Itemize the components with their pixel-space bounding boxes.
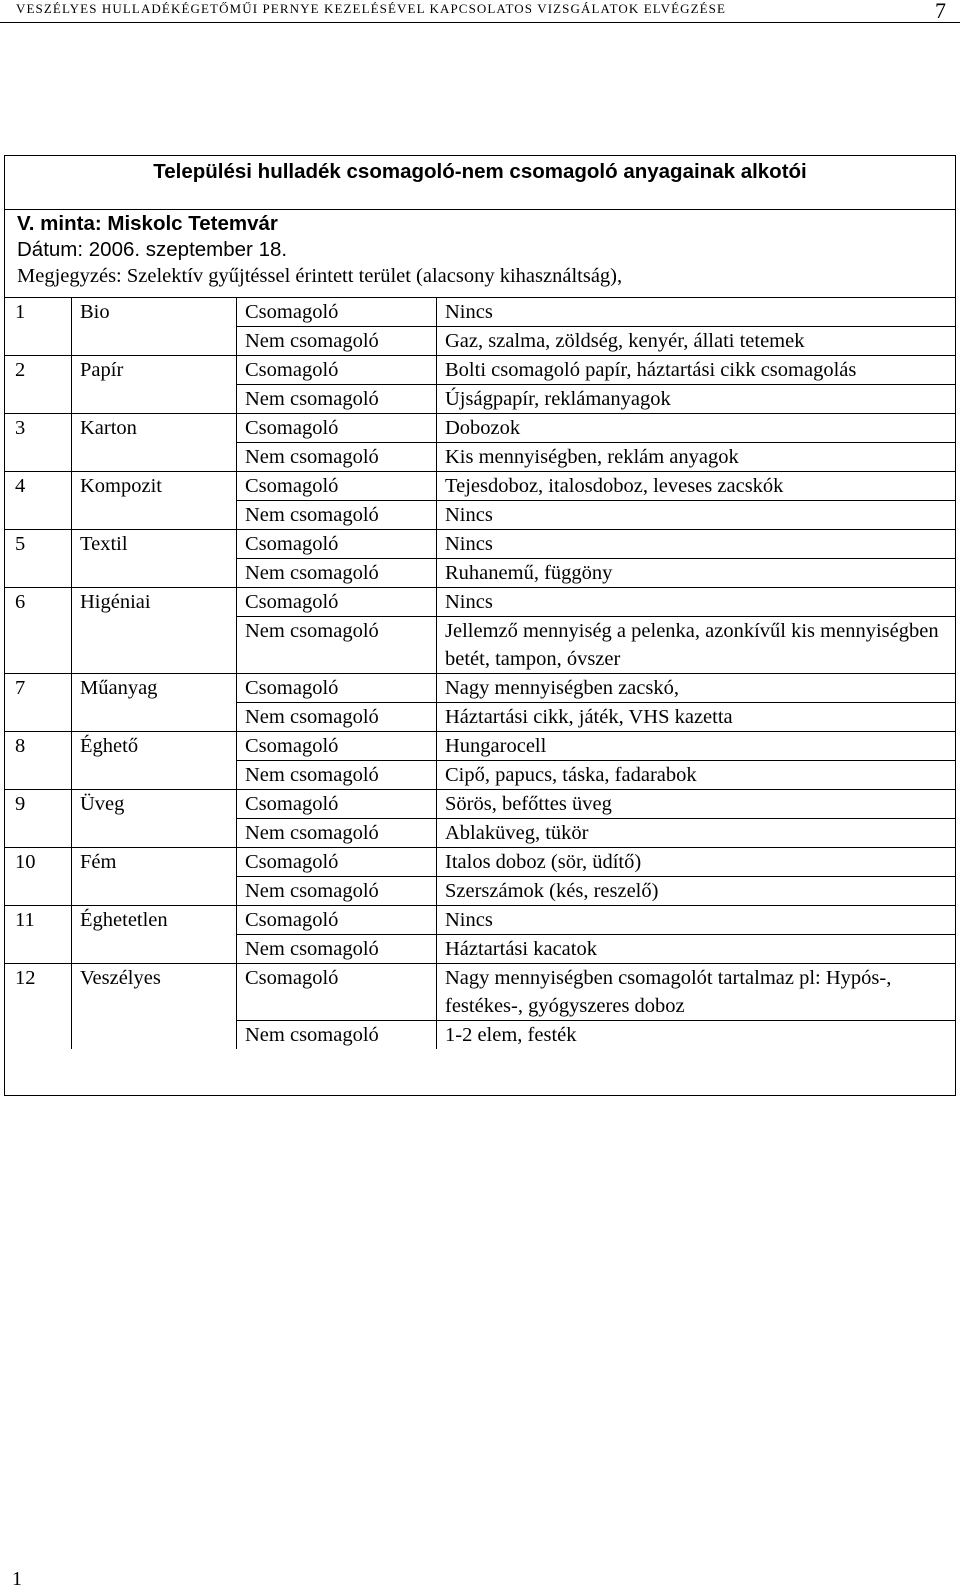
nonpackaging-type-cell: Nem csomagoló: [237, 559, 437, 588]
row-number-empty: [5, 385, 72, 414]
description-cell: Tejesdoboz, italosdoboz, leveses zacskók: [437, 472, 956, 501]
nonpackaging-description-cell: Nincs: [437, 501, 956, 530]
table-row: [5, 732, 955, 761]
packaging-type-cell: Csomagoló: [237, 472, 437, 501]
category-empty: [72, 559, 237, 588]
row-number-empty: [5, 501, 72, 530]
nonpackaging-description-cell: Kis mennyiségben, reklám anyagok: [437, 443, 956, 472]
packaging-type-cell: Csomagoló: [237, 414, 437, 443]
description-cell: Dobozok: [437, 414, 956, 443]
row-number-empty: [5, 443, 72, 472]
nonpackaging-description-cell: Ablaküveg, tükör: [437, 819, 956, 848]
description-cell: Nincs: [437, 298, 956, 327]
category-empty: [72, 443, 237, 472]
category-cell: Textil: [72, 530, 237, 559]
waste-table-body: [5, 298, 955, 1050]
table-subrow: [5, 819, 955, 848]
category-cell: Higéniai: [72, 588, 237, 617]
nonpackaging-description-cell: 1-2 elem, festék: [437, 1021, 956, 1050]
running-header-title: VESZÉLYES HULLADÉKÉGETŐMŰI PERNYE KEZELÉSÉVEL KAPCSOLATOS VIZSGÁLATOK ELVÉGZÉSE: [16, 1, 727, 16]
description-cell: Italos doboz (sör, üdítő): [437, 848, 956, 877]
nonpackaging-type-cell: Nem csomagoló: [237, 819, 437, 848]
row-number: 7: [5, 674, 72, 703]
packaging-type-cell: Csomagoló: [237, 848, 437, 877]
row-number: 8: [5, 732, 72, 761]
category-empty: [72, 501, 237, 530]
category-cell: Fém: [72, 848, 237, 877]
nonpackaging-description-cell: Háztartási cikk, játék, VHS kazetta: [437, 703, 956, 732]
nonpackaging-type-cell: Nem csomagoló: [237, 935, 437, 964]
row-number-empty: [5, 877, 72, 906]
nonpackaging-type-cell: Nem csomagoló: [237, 877, 437, 906]
row-number: 3: [5, 414, 72, 443]
nonpackaging-type-cell: Nem csomagoló: [237, 501, 437, 530]
row-number: 9: [5, 790, 72, 819]
description-cell: Nincs: [437, 588, 956, 617]
nonpackaging-description-cell: Szerszámok (kés, reszelő): [437, 877, 956, 906]
table-row: [5, 414, 955, 443]
packaging-type-cell: Csomagoló: [237, 298, 437, 327]
table-row: [5, 298, 955, 327]
table-row: [5, 964, 955, 1021]
table-row: [5, 588, 955, 617]
table-row: [5, 906, 955, 935]
row-number: 11: [5, 906, 72, 935]
table-subrow: [5, 443, 955, 472]
row-number: 10: [5, 848, 72, 877]
nonpackaging-type-cell: Nem csomagoló: [237, 703, 437, 732]
waste-table: [5, 297, 955, 1049]
row-number-empty: [5, 559, 72, 588]
category-empty: [72, 327, 237, 356]
running-header: [0, 0, 960, 23]
table-row: [5, 356, 955, 385]
nonpackaging-description-cell: Cipő, papucs, táska, fadarabok: [437, 761, 956, 790]
category-cell: Kompozit: [72, 472, 237, 501]
description-cell: Nagy mennyiségben zacskó,: [437, 674, 956, 703]
packaging-type-cell: Csomagoló: [237, 530, 437, 559]
description-cell: Bolti csomagoló papír, háztartási cikk csomagolás: [437, 356, 956, 385]
row-number: 2: [5, 356, 72, 385]
packaging-type-cell: Csomagoló: [237, 588, 437, 617]
category-cell: Bio: [72, 298, 237, 327]
table-subrow: [5, 761, 955, 790]
table-row: [5, 472, 955, 501]
waste-composition-table-box: [4, 155, 956, 1096]
nonpackaging-description-cell: Háztartási kacatok: [437, 935, 956, 964]
page-number: 7: [935, 0, 946, 23]
table-row: [5, 848, 955, 877]
packaging-type-cell: Csomagoló: [237, 790, 437, 819]
table-row: [5, 790, 955, 819]
row-number-empty: [5, 617, 72, 674]
table-subrow: [5, 501, 955, 530]
nonpackaging-type-cell: Nem csomagoló: [237, 761, 437, 790]
description-cell: Hungarocell: [437, 732, 956, 761]
table-subrow: [5, 1021, 955, 1050]
category-empty: [72, 703, 237, 732]
nonpackaging-type-cell: Nem csomagoló: [237, 385, 437, 414]
category-empty: [72, 819, 237, 848]
row-number-empty: [5, 761, 72, 790]
nonpackaging-type-cell: Nem csomagoló: [237, 443, 437, 472]
packaging-type-cell: Csomagoló: [237, 356, 437, 385]
nonpackaging-type-cell: Nem csomagoló: [237, 1021, 437, 1050]
description-cell: Nincs: [437, 530, 956, 559]
note-label: Megjegyzés: Szelektív gyűjtéssel érintett terület (alacsony kihasználtság),: [17, 265, 623, 287]
category-empty: [72, 877, 237, 906]
table-subrow: [5, 935, 955, 964]
packaging-type-cell: Csomagoló: [237, 732, 437, 761]
row-number-empty: [5, 935, 72, 964]
footer-page-number: 1: [12, 1568, 22, 1590]
category-empty: [72, 617, 237, 674]
row-number-empty: [5, 819, 72, 848]
category-cell: Üveg: [72, 790, 237, 819]
table-subrow: [5, 703, 955, 732]
table-subrow: [5, 385, 955, 414]
description-cell: Sörös, befőttes üveg: [437, 790, 956, 819]
description-cell: Nincs: [437, 906, 956, 935]
category-cell: Papír: [72, 356, 237, 385]
category-cell: Veszélyes: [72, 964, 237, 1021]
table-subrow: [5, 327, 955, 356]
packaging-type-cell: Csomagoló: [237, 906, 437, 935]
row-number-empty: [5, 327, 72, 356]
category-empty: [72, 761, 237, 790]
row-number: 6: [5, 588, 72, 617]
packaging-type-cell: Csomagoló: [237, 674, 437, 703]
table-title: Települési hulladék csomagoló-nem csomagoló anyagainak alkotói: [153, 160, 807, 183]
nonpackaging-description-cell: Jellemző mennyiség a pelenka, azonkívűl kis mennyiségben betét, tampon, óvszer: [437, 617, 956, 674]
table-row: [5, 530, 955, 559]
category-empty: [72, 935, 237, 964]
packaging-type-cell: Csomagoló: [237, 964, 437, 1021]
nonpackaging-type-cell: Nem csomagoló: [237, 617, 437, 674]
description-cell: Nagy mennyiségben csomagolót tartalmaz pl: Hypós-, festékes-, gyógyszeres doboz: [437, 964, 956, 1021]
nonpackaging-description-cell: Újságpapír, reklámanyagok: [437, 385, 956, 414]
table-subrow: [5, 559, 955, 588]
row-number: 5: [5, 530, 72, 559]
nonpackaging-description-cell: Gaz, szalma, zöldség, kenyér, állati tetemek: [437, 327, 956, 356]
category-empty: [72, 385, 237, 414]
category-empty: [72, 1021, 237, 1050]
table-row: [5, 674, 955, 703]
sample-label: V. minta: Miskolc Tetemvár: [5, 209, 955, 237]
table-subrow: [5, 877, 955, 906]
category-cell: Éghető: [72, 732, 237, 761]
category-cell: Műanyag: [72, 674, 237, 703]
date-label: Dátum: 2006. szeptember 18.: [17, 238, 288, 261]
row-number-empty: [5, 1021, 72, 1050]
row-number: 12: [5, 964, 72, 1021]
nonpackaging-type-cell: Nem csomagoló: [237, 327, 437, 356]
row-number: 4: [5, 472, 72, 501]
row-number-empty: [5, 703, 72, 732]
category-cell: Karton: [72, 414, 237, 443]
category-cell: Éghetetlen: [72, 906, 237, 935]
row-number: 1: [5, 298, 72, 327]
nonpackaging-description-cell: Ruhanemű, függöny: [437, 559, 956, 588]
table-subrow: [5, 617, 955, 674]
